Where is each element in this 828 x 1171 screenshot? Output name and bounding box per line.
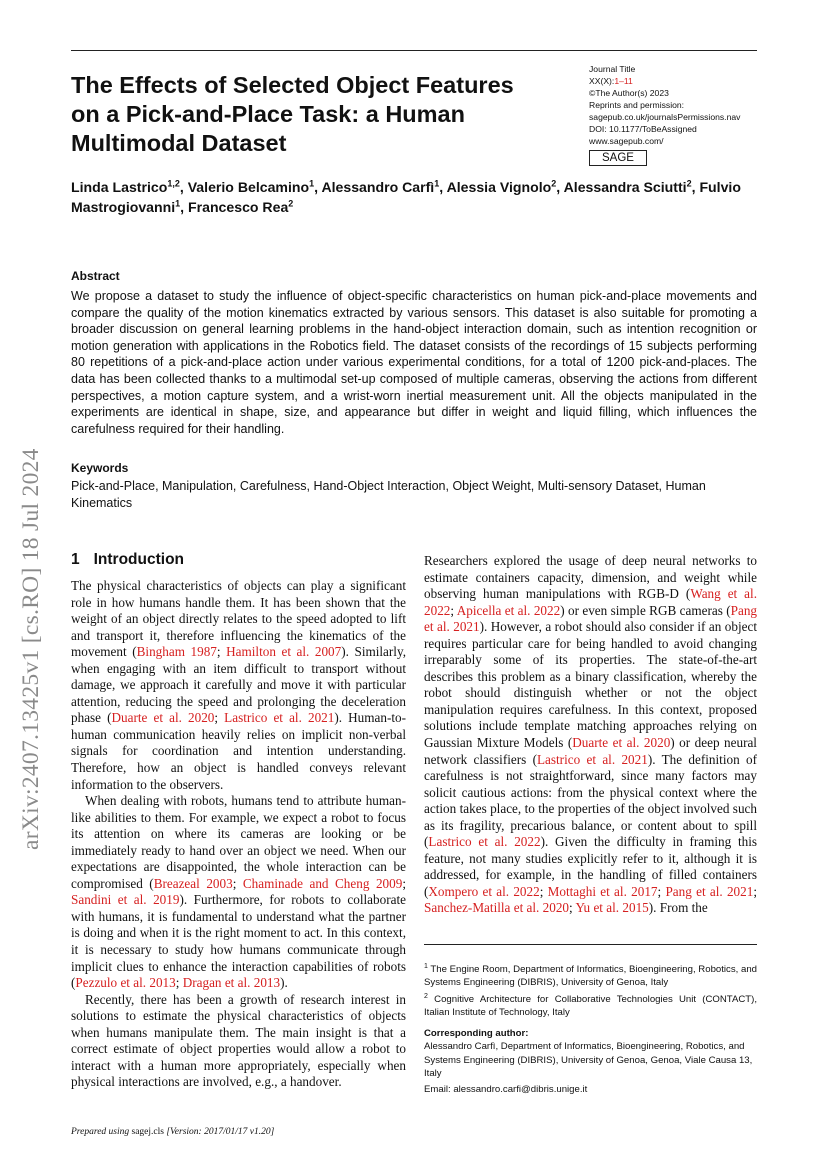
journal-volume: XX(X):1–11 bbox=[589, 76, 633, 86]
page-footer: Prepared using sagej.cls [Version: 2017/01/17 v1.20] bbox=[71, 1127, 275, 1137]
journal-website: www.sagepub.com/ bbox=[589, 136, 664, 146]
journal-title: Journal Title bbox=[589, 64, 636, 74]
citation-link[interactable]: Duarte et al. 2020 bbox=[572, 735, 671, 751]
section-heading-introduction bbox=[71, 551, 184, 569]
paper-title: The Effects of Selected Object Features on a Pick-and-Place Task: a Human Multimodal Dataset bbox=[71, 72, 514, 156]
citation-link[interactable]: Hamilton et al. 2007 bbox=[226, 644, 342, 660]
citation-link[interactable]: Bingham 1987 bbox=[136, 644, 217, 660]
author-name: Fulvio Mastrogiovanni bbox=[71, 179, 741, 215]
author-affiliation-mark: 1,2 bbox=[167, 178, 180, 189]
section-number: 1 bbox=[71, 551, 80, 568]
top-rule bbox=[71, 50, 757, 51]
abstract-heading: Abstract bbox=[71, 269, 120, 283]
body-paragraph: Researchers explored the usage of deep neural networks to estimate containers capacity, dimension, and weight while observing human manipulations with RGB-D (Wang et al. 2022; Apicella et al. 2022) or even simple RGB cameras (Pang et al. 2021). However, a robot should also consider if an object requires particular care for being handled to avoid changing irreparably some of its properties. The state-of-the-art describes this problem as a binary classification, whereby the robot should distinguish whether or not the object manipulation requires carefulness. In this context, proposed solutions include template matching approaches relying on Gaussian Mixture Models (Duarte et al. 2020) or deep neural network classifiers (Lastrico et al. 2021). The definition of carefulness is not straightforward, since many factors may solicit cautious actions: from the physical context where the action takes place, to the properties of the object involved such as its fragility, precarious balance, or content about to spill (Lastrico et al. 2022). Given the difficulty in framing this feature, not many studies explicitly refer to it, although it is addressed, for example, in the handling of filled containers (Xompero et al. 2022; Mottaghi et al. 2017; Pang et al. 2021; Sanchez-Matilla et al. 2020; Yu et al. 2015). From the bbox=[424, 553, 758, 916]
citation-link[interactable]: Apicella et al. 2022 bbox=[456, 602, 561, 618]
citation-link[interactable]: Pang et al. 2021 bbox=[424, 602, 758, 635]
author-list: Linda Lastrico$^{1,2}$, Valerio Belcamino$^1$, Alessandro Carfì$^1$, Alessia Vignolo$^2$, Alessandra Sciutti$^2$, Fulvio Mastrogiovanni$^1$, Francesco Rea$^2$ bbox=[71, 178, 741, 215]
citation-link[interactable]: Duarte et al. 2020 bbox=[111, 710, 215, 726]
citation-link[interactable]: Sanchez-Matilla et al. 2020 bbox=[424, 900, 570, 916]
right-column bbox=[424, 553, 757, 917]
sage-logo: SAGE bbox=[589, 150, 647, 166]
journal-doi: DOI: 10.1177/ToBeAssigned bbox=[589, 124, 697, 134]
footnote-rule bbox=[424, 944, 757, 945]
abstract-text: We propose a dataset to study the influence of object-specific characteristics on human pick-and-place movements and compare the quality of the motion kinematics extracted by various sensors. This dataset is also suitable for promoting a broader discussion on general learning problems in the hand-object interaction domain, such as intention recognition or motion generation with applications in the Robotics field. The dataset consists of the recordings of 15 subjects performing 80 repetitions of a pick-and-place action under various experimental conditions, for a total of 1200 pick-and-places. The data has been collected thanks to a multimodal set-up composed of multiple cameras, observing the actions from different perspectives, a motion capture system, and a wrist-worn inertial measurement unit. All the objects manipulated in the experiments are identical in shape, size, and appearance but differ in weight and liquid filling, which influences the carefulness required for their handling. bbox=[71, 289, 757, 436]
body-paragraph: The physical characteristics of objects can play a significant role in how humans handle them. It has been shown that the weight of an object directly relates to the speed adopted to lift and transport it, therefore influencing the kinematics of the movement (Bingham 1987; Hamilton et al. 2007). Similarly, when engaging with an item difficult to transport without damage, we approach it carefully and move it with particular attention, reducing the speed and prolonging the deceleration phase (Duarte et al. 2020; Lastrico et al. 2021). Human-to-human communication heavily relies on implicit non-verbal signals for coordination and intention understanding. Therefore, how an object is handled conveys relevant information to the observers. bbox=[71, 578, 407, 792]
author-affiliation-mark: 1 bbox=[309, 178, 315, 189]
citation-link[interactable]: Sandini et al. 2019 bbox=[71, 892, 180, 908]
section-title: Introduction bbox=[93, 551, 185, 568]
author-affiliation-mark: 1 bbox=[175, 198, 181, 209]
body-paragraph: When dealing with robots, humans tend to attribute human-like abilities to them. For example, we expect a robot to focus its attention on where its cameras are looking or be immediately ready to hand over an object we need. When our expectations are disappointed, the whole interaction can be compromised (Breazeal 2003; Chaminade and Cheng 2009; Sandini et al. 2019). Furthermore, for robots to collaborate with humans, it is fundamental to understand what the partner is doing and when it is the right moment to act. In this context, it is necessary to study how humans communicate through implicit clues to enhance the interaction capabilities of robots (Pezzulo et al. 2013; Dragan et al. 2013). bbox=[71, 793, 406, 991]
citation-link[interactable]: Breazeal 2003 bbox=[153, 875, 233, 891]
citation-link[interactable]: Yu et al. 2015 bbox=[575, 900, 649, 916]
author-name: Francesco Rea bbox=[188, 199, 289, 215]
footnote: $^1$ The Engine Room, Department of Informatics, Bioengineering, Robotics, and Systems Engineering (DIBRIS), University of Genoa, Italy bbox=[424, 963, 757, 989]
author-name: Linda Lastrico bbox=[71, 179, 168, 195]
footer-cls: sagej.cls bbox=[131, 1127, 164, 1137]
affiliation-footnotes bbox=[424, 960, 757, 1020]
author-affiliation-mark: 1 bbox=[434, 178, 440, 189]
author-affiliation-mark: 2 bbox=[686, 178, 692, 189]
journal-reprints: Reprints and permission: bbox=[589, 100, 685, 110]
author-affiliation-mark: 2 bbox=[551, 178, 557, 189]
citation-link[interactable]: Wang et al. 2022 bbox=[424, 586, 757, 618]
corresponding-email: Email: alessandro.carfi@dibris.unige.it bbox=[424, 1084, 588, 1096]
body-paragraph: Recently, there has been a growth of research interest in solutions to estimate the physical characteristics of objects when humans manipulate them. The main insight is that a correct estimate of object properties would allow a robot to interact with a human more appropriately, especially when physical interactions are involved, e.g., a handover. bbox=[71, 991, 406, 1090]
journal-info bbox=[589, 63, 764, 166]
footnote: $^2$ Cognitive Architecture for Collaborative Technologies Unit (CONTACT), Italian Institute of Technology, Italy bbox=[424, 992, 757, 1019]
corresponding-heading: Corresponding author: bbox=[424, 1028, 529, 1039]
author-name: Valerio Belcamino bbox=[187, 179, 310, 195]
citation-link[interactable]: Lastrico et al. 2021 bbox=[224, 710, 335, 726]
keywords-text: Pick-and-Place, Manipulation, Carefulness, Hand-Object Interaction, Object Weight, Multi-sensory Dataset, Human Kinematics bbox=[71, 479, 706, 510]
arxiv-stamp: arXiv:2407.13425v1 [cs.RO] 18 Jul 2024 bbox=[18, 448, 44, 850]
citation-link[interactable]: Xompero et al. 2022 bbox=[428, 883, 540, 899]
citation-link[interactable]: Dragan et al. 2013 bbox=[182, 975, 281, 991]
author-name: Alessandro Carfì bbox=[321, 179, 435, 195]
citation-link[interactable]: Mottaghi et al. 2017 bbox=[547, 883, 658, 899]
author-name: Alessandra Sciutti bbox=[563, 179, 687, 195]
citation-link[interactable]: Lastrico et al. 2022 bbox=[428, 834, 541, 850]
corresponding-address: Alessandro Carfì, Department of Informatics, Bioengineering, Robotics, and Systems Engineering (DIBRIS), University of Genoa, Genoa, Viale Causa 13, Italy bbox=[424, 1041, 753, 1079]
footnote-mark: 1 bbox=[424, 963, 428, 970]
pages-link[interactable]: 1–11 bbox=[614, 76, 633, 86]
author-affiliation-mark: 2 bbox=[288, 198, 294, 209]
citation-link[interactable]: Lastrico et al. 2021 bbox=[536, 751, 648, 767]
left-column bbox=[71, 578, 406, 1091]
journal-reprints-url: sagepub.co.uk/journalsPermissions.nav bbox=[589, 112, 741, 122]
citation-link[interactable]: Pang et al. 2021 bbox=[665, 883, 754, 899]
footnote-mark: 2 bbox=[424, 992, 428, 1000]
corresponding-author bbox=[424, 1027, 757, 1096]
author-name: Alessia Vignolo bbox=[446, 179, 552, 195]
citation-link[interactable]: Pezzulo et al. 2013 bbox=[75, 975, 176, 991]
keywords-heading: Keywords bbox=[71, 461, 129, 475]
journal-copyright: ©The Author(s) 2023 bbox=[589, 88, 669, 98]
citation-link[interactable]: Chaminade and Cheng 2009 bbox=[242, 875, 403, 891]
